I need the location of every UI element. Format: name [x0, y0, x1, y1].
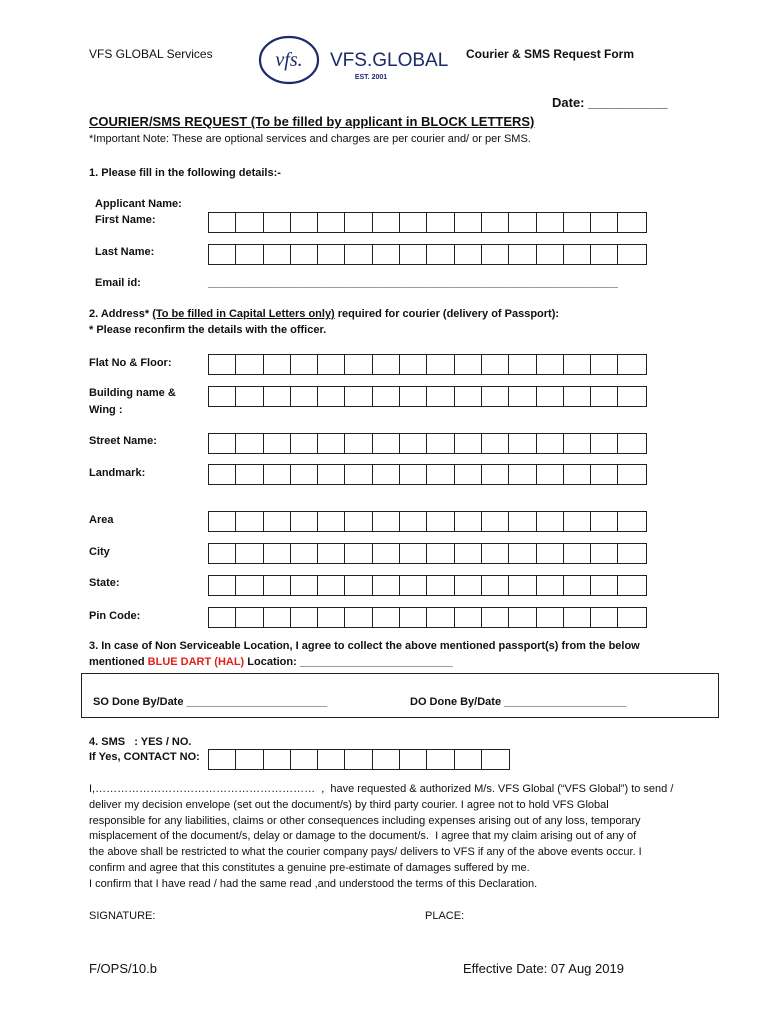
- declaration-line: deliver my decision envelope (set out the document/s) by third party courier. I agree not to hold VFS Global: [89, 798, 609, 811]
- section3-line1: 3. In case of Non Serviceable Location, I agree to collect the above mentioned passport(s) from the below: [89, 640, 640, 652]
- do-done-field[interactable]: DO Done By/Date ____________________: [410, 696, 627, 708]
- declaration-line: I confirm that I have read / had the same read ,and understood the terms of this Declaration.: [89, 877, 538, 890]
- city-label: City: [89, 546, 110, 558]
- contact-no-label: If Yes, CONTACT NO:: [89, 751, 200, 763]
- sms-option[interactable]: 4. SMS : YES / NO.: [89, 736, 192, 748]
- city-field[interactable]: [208, 543, 647, 564]
- area-field[interactable]: [208, 511, 647, 532]
- flat-label: Flat No & Floor:: [89, 357, 172, 369]
- section2-heading: [89, 308, 559, 320]
- important-note: *Important Note: These are optional services and charges are per courier and/ or per SMS.: [89, 133, 531, 145]
- building-field[interactable]: [208, 386, 647, 407]
- declaration-line: confirm and agree that this constitutes a genuine pre-estimate of damages suffered by me.: [89, 861, 530, 874]
- section2-heading-suffix: required for courier (delivery of Passport):: [334, 308, 560, 320]
- vfs-logo-icon: [258, 34, 458, 86]
- landmark-field[interactable]: [208, 464, 647, 485]
- form-title-right: Courier & SMS Request Form: [466, 47, 635, 61]
- section2-heading-prefix: 2. Address*: [89, 308, 153, 320]
- email-field[interactable]: ___________________________________________________________________: [208, 277, 618, 289]
- applicant-name-label: Applicant Name:: [95, 198, 182, 210]
- last-name-label: Last Name:: [95, 246, 155, 258]
- logo-mark-text: vfs.: [275, 49, 303, 71]
- email-label: Email id:: [95, 277, 141, 289]
- area-label: Area: [89, 514, 114, 526]
- state-field[interactable]: [208, 575, 647, 596]
- signature-label: SIGNATURE:: [89, 910, 156, 922]
- vfs-logo: [258, 34, 458, 86]
- so-done-field[interactable]: SO Done By/Date _______________________: [93, 696, 328, 708]
- pin-field[interactable]: [208, 607, 647, 628]
- first-name-label: First Name:: [95, 214, 156, 226]
- section3-line2-prefix: mentioned: [89, 656, 148, 668]
- declaration-line: I,…………………………………………………… , have requested & authorized M/s. VFS Global (“VFS Global”) to send /: [89, 783, 674, 795]
- blue-dart-label: BLUE DART (HAL): [147, 656, 245, 668]
- declaration-line: the above shall be restricted to what the courier company pays/ delivers to VFS if any of the above events occur. I: [89, 846, 642, 859]
- flat-field[interactable]: [208, 354, 647, 375]
- section2-heading-underlined: (To be filled in Capital Letters only): [152, 308, 335, 320]
- pin-label: Pin Code:: [89, 610, 141, 622]
- last-name-field[interactable]: [208, 244, 647, 265]
- logo-name-text: VFS.GLOBAL: [330, 50, 449, 71]
- declaration-line: responsible for any liabilities, claims or other consequences including expenses arising out of any loss, temporary: [89, 814, 641, 827]
- section1-heading: 1. Please fill in the following details:-: [89, 167, 281, 179]
- state-label: State:: [89, 577, 120, 589]
- street-field[interactable]: [208, 433, 647, 454]
- form-code: F/OPS/10.b: [89, 961, 157, 976]
- building-label-1: Building name &: [89, 387, 176, 399]
- declaration-text: [89, 782, 689, 893]
- header-left-label: VFS GLOBAL Services: [89, 47, 213, 61]
- street-label: Street Name:: [89, 435, 157, 447]
- contact-no-field[interactable]: [208, 749, 510, 770]
- place-label: PLACE:: [425, 910, 465, 922]
- reconfirm-note: * Please reconfirm the details with the officer.: [89, 324, 327, 336]
- declaration-line: misplacement of the document/s, delay or damage to the document/s. I agree that my claim arising out of any of: [89, 830, 637, 843]
- landmark-label: Landmark:: [89, 467, 146, 479]
- logo-est-text: EST. 2001: [354, 74, 388, 81]
- form-title: COURIER/SMS REQUEST (To be filled by applicant in BLOCK LETTERS): [89, 114, 535, 129]
- date-label: Date: ___________: [552, 95, 668, 110]
- section3-line2: [89, 656, 453, 668]
- effective-date: Effective Date: 07 Aug 2019: [463, 961, 624, 976]
- section3-line2-suffix: Location: _________________________: [244, 656, 453, 668]
- building-label-2: Wing :: [89, 404, 123, 416]
- first-name-field[interactable]: [208, 212, 647, 233]
